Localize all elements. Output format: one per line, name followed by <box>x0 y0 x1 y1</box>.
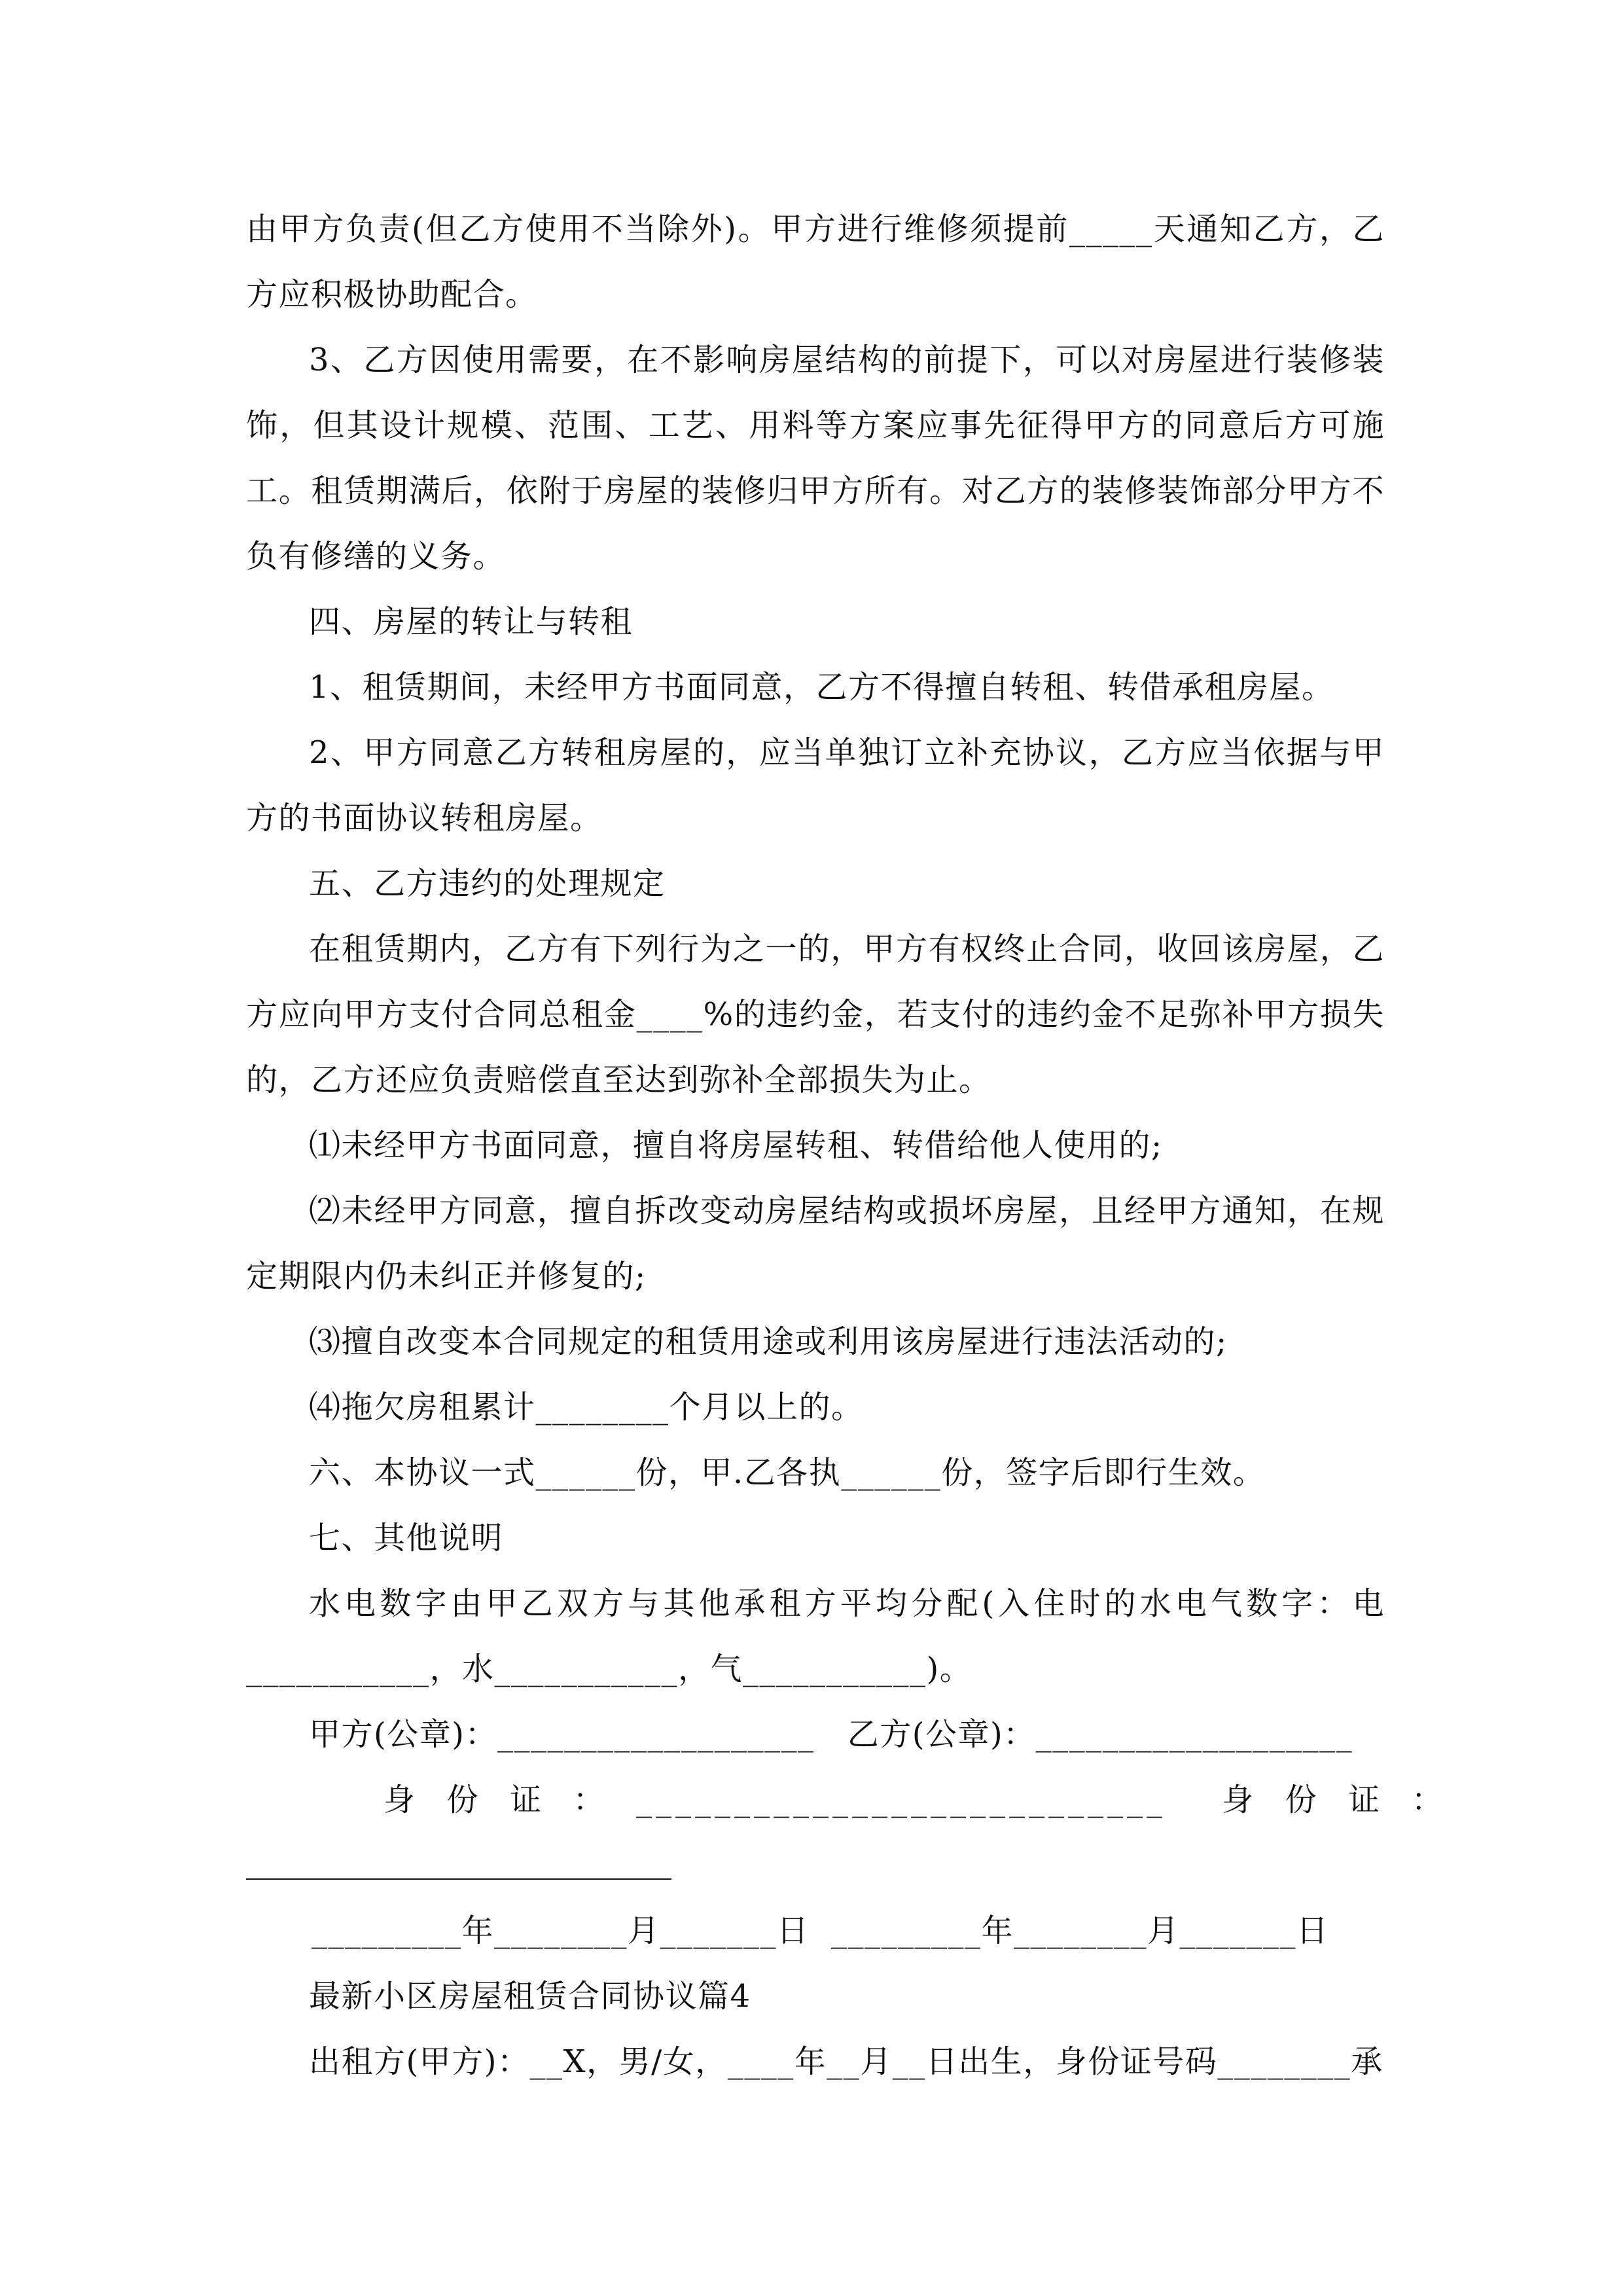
section-title: 最新小区房屋租赁合同协议篇4 <box>309 1978 751 2015</box>
item-structural-damage: ⑵未经甲方同意，擅自拆改变动房屋结构或损坏房屋，且经甲方通知，在规定期限内仍未纠正并修复的; <box>246 1193 1385 1295</box>
item-unauthorized-sublease: ⑴未经甲方书面同意，擅自将房屋转租、转借给他人使用的; <box>309 1127 1163 1164</box>
id-card-line: 身 份 证 ： ___________________________ 身 份 证 ： <box>383 1782 1447 1818</box>
heading-transfer-sublease: 四、房屋的转让与转租 <box>309 603 633 640</box>
item-illegal-use: ⑶擅自改变本合同规定的租赁用途或利用该房屋进行违法活动的; <box>309 1323 1228 1360</box>
paragraph-termination: 在租赁期内，乙方有下列行为之一的，甲方有权终止合同，收回该房屋，乙方应向甲方支付合同总租金____%的违约金，若支付的违约金不足弥补甲方损失的，乙方还应负责赔偿直至达到弥补全部损失为止。 <box>246 931 1385 1098</box>
signature-line: 甲方(公章)：___________________ 乙方(公章)：___________________ <box>309 1716 1353 1753</box>
date-line: _________年________月_______日 _________年________月_______日 <box>312 1912 1329 1949</box>
paragraph-repair-notice: 由甲方负责(但乙方使用不当除外)。甲方进行维修须提前_____天通知乙方，乙方应积极协助配合。 <box>246 211 1385 313</box>
paragraph-renovation: 3、乙方因使用需要，在不影响房屋结构的前提下，可以对房屋进行装修装饰，但其设计规模、范围、工艺、用料等方案应事先征得甲方的同意后方可施工。租赁期满后，依附于房屋的装修归甲方所有。对乙方的装修装饰部分甲方不负有修缮的义务。 <box>246 342 1385 575</box>
paragraph-copies: 六、本协议一式______份，甲.乙各执______份，签字后即行生效。 <box>309 1454 1266 1491</box>
document-body <box>246 196 1447 2094</box>
paragraph-utilities: 水电数字由甲乙双方与其他承租方平均分配(入住时的水电气数字：电___________，水___________，气___________)。 <box>246 1585 1385 1687</box>
lessor-info-line: 出租方(甲方)：__X，男/女，____年__月__日出生，身份证号码________承 <box>309 2043 1383 2080</box>
heading-breach-rules: 五、乙方违约的处理规定 <box>309 865 666 902</box>
item-rent-arrears: ⑷拖欠房租累计________个月以上的。 <box>309 1389 864 1426</box>
heading-other-notes: 七、其他说明 <box>309 1520 504 1556</box>
paragraph-no-sublease: 1、租赁期间，未经甲方书面同意，乙方不得擅自转租、转借承租房屋。 <box>309 669 1334 706</box>
paragraph-sublease-agreement: 2、甲方同意乙方转租房屋的，应当单独订立补充协议，乙方应当依据与甲方的书面协议转租房屋。 <box>246 734 1385 836</box>
id-card-blank-line <box>246 1833 1385 1898</box>
